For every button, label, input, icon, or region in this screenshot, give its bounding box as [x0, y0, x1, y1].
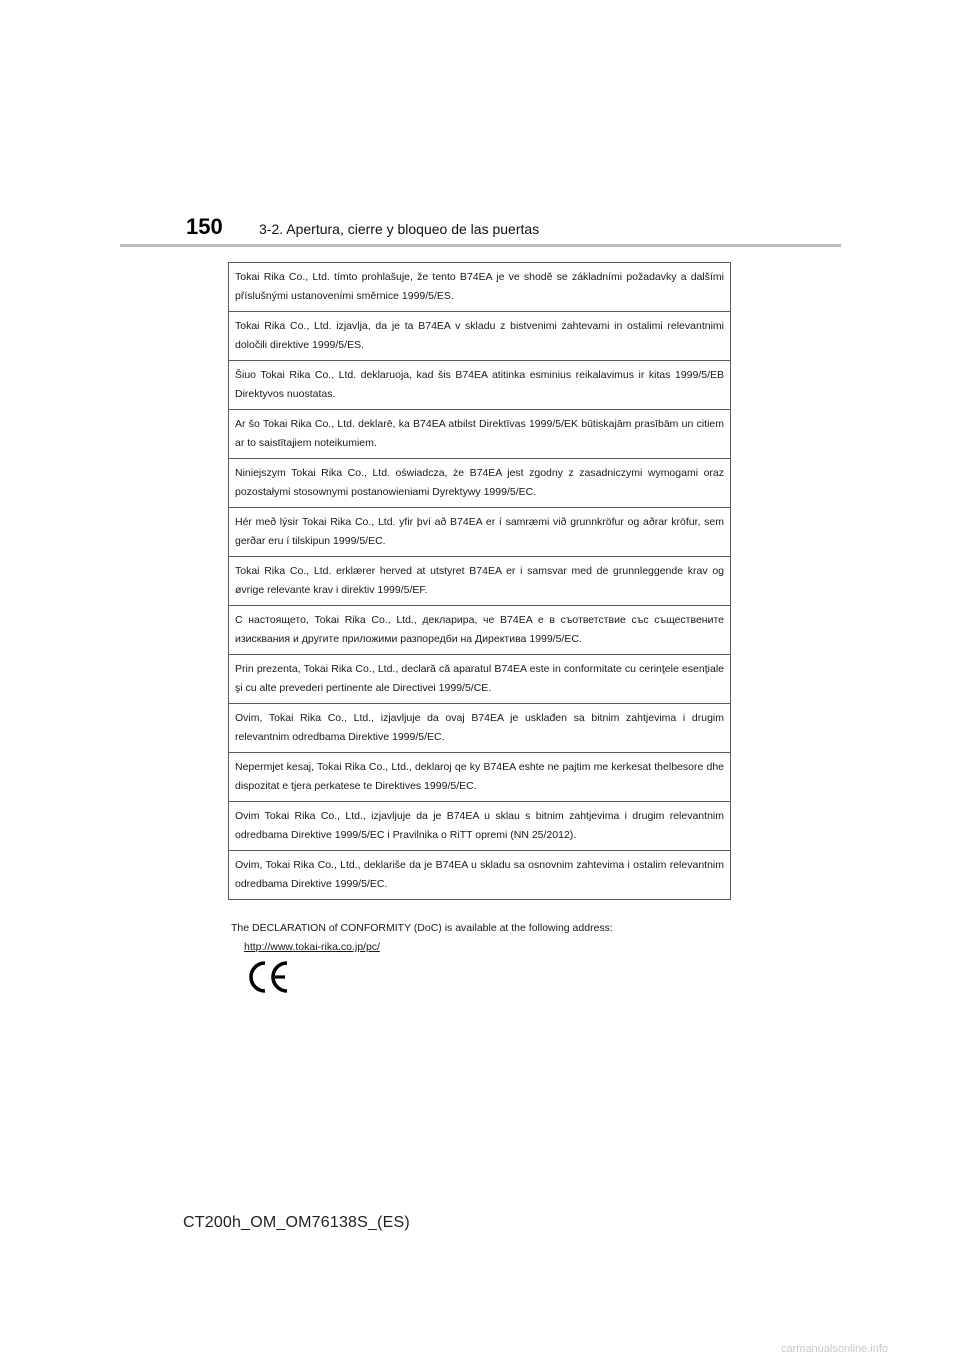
declaration-albanian: Nepermjet kesaj, Tokai Rika Co., Ltd., deklaroj qe ky B74EA eshte ne pajtim me kerkesat thelbesore dhe dispozitat e tjera perkatese te Direktives 1999/5/EC.	[229, 753, 731, 802]
table-row	[229, 312, 731, 361]
declaration-norwegian: Tokai Rika Co., Ltd. erklærer herved at utstyret B74EA er i samsvar med de grunnleggende krav og øvrige relevante krav i direktiv 1999/5/EF.	[229, 557, 731, 606]
header-divider	[120, 244, 841, 247]
declaration-czech: Tokai Rika Co., Ltd. tímto prohlašuje, že tento B74EA je ve shodě se základními požadavky a dalšími příslušnými ustanoveními směrnice 1999/5/ES.	[229, 263, 731, 312]
table-row	[229, 459, 731, 508]
declaration-bosnian: Ovim, Tokai Rika Co., Ltd., izjavljuje da ovaj B74EA je usklađen sa bitnim zahtjevima i drugim relevantnim odredbama Direktive 1999/5/EC.	[229, 704, 731, 753]
doc-url-link[interactable]: http://www.tokai-rika.co.jp/pc/	[244, 941, 380, 953]
table-row	[229, 557, 731, 606]
declaration-polish: Niniejszym Tokai Rika Co., Ltd. oświadcza, że B74EA jest zgodny z zasadniczymi wymogami oraz pozostałymi stosownymi postanowieniami Dyrektywy 1999/5/EC.	[229, 459, 731, 508]
table-row	[229, 753, 731, 802]
table-row	[229, 606, 731, 655]
doc-availability-text: The DECLARATION of CONFORMITY (DoC) is available at the following address:	[231, 922, 613, 934]
declaration-bulgarian: С настоящето, Tokai Rika Co., Ltd., декларира, че B74EA е в съответствие със съществените изисквания и другите приложими разпоредби на Директива 1999/5/ЕС.	[229, 606, 731, 655]
declaration-croatian: Ovim Tokai Rika Co., Ltd., izjavljuje da je B74EA u sklau s bitnim zahtjevima i drugim relevantnim odredbama Direktive 1999/5/EC i Pravilnika o RiTT opremi (NN 25/2012).	[229, 802, 731, 851]
table-row	[229, 361, 731, 410]
table-row	[229, 410, 731, 459]
declaration-lithuanian: Šiuo Tokai Rika Co., Ltd. deklaruoja, kad šis B74EA atitinka esminius reikalavimus ir kitas 1999/5/EB Direktyvos nuostatas.	[229, 361, 731, 410]
ce-mark-icon	[248, 960, 290, 994]
section-title: 3-2. Apertura, cierre y bloqueo de las puertas	[259, 221, 540, 237]
page-number: 150	[186, 214, 223, 239]
table-row	[229, 263, 731, 312]
declaration-icelandic: Hér með lýsir Tokai Rika Co., Ltd. yfir því að B74EA er í samræmi við grunnkröfur og aðrar kröfur, sem gerðar eru í tilskipun 1999/5/EC.	[229, 508, 731, 557]
declaration-slovenian: Tokai Rika Co., Ltd. izjavlja, da je ta B74EA v skladu z bistvenimi zahtevami in ostalimi relevantnimi določili direktive 1999/5/ES.	[229, 312, 731, 361]
table-row	[229, 704, 731, 753]
declaration-romanian: Prin prezenta, Tokai Rika Co., Ltd., declară că aparatul B74EA este in conformitate cu cerinţele esenţiale şi cu alte prevederi pertinente ale Directivei 1999/5/CE.	[229, 655, 731, 704]
declaration-latvian: Ar šo Tokai Rika Co., Ltd. deklarē, ka B74EA atbilst Direktīvas 1999/5/EK būtiskajām prasībām un citiem ar to saistītajiem noteikumiem.	[229, 410, 731, 459]
footer-document-code: CT200h_OM_OM76138S_(ES)	[183, 1214, 410, 1231]
table-row	[229, 851, 731, 900]
watermark: carmanualsonline.info	[781, 1343, 889, 1355]
declaration-table	[228, 262, 731, 900]
table-row	[229, 655, 731, 704]
declaration-serbian: Ovim, Tokai Rika Co., Ltd., deklariše da je B74EA u skladu sa osnovnim zahtevima i ostalim relevantnim odredbama Direktive 1999/5/EC.	[229, 851, 731, 900]
table-row	[229, 508, 731, 557]
table-row	[229, 802, 731, 851]
